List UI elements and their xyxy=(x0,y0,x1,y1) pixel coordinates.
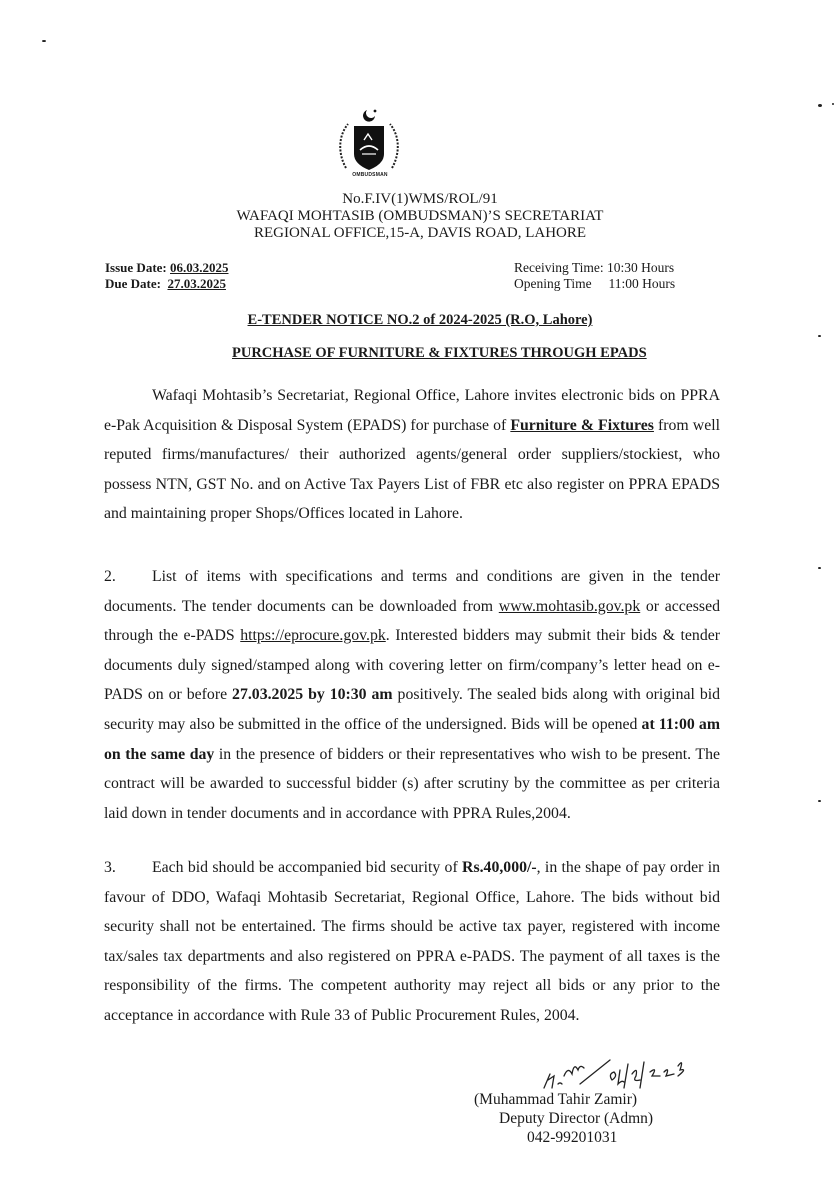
p3-text-b: , in the shape of pay order in favour of DDO, Wafaqi Mohtasib Secretariat, Regional Office, Lahore. The bids without bid security shall not be entertained. The firms should be active tax payer, registered with income tax/sales tax departments and also registered on PPRA e-PADS. The payment of all taxes is the responsibility of the firms. The competent authority may reject all bids or any prior to the acceptance in accordance with Rule 33 of Public Procurement Rules, 2004. xyxy=(104,859,720,1024)
p2-text-d: positively. The sealed bids along with original bid security may also be submitted in the office of the undersigned. Bids will be opened xyxy=(104,686,721,733)
logo-caption: OMBUDSMAN xyxy=(352,172,388,178)
scan-speck xyxy=(818,104,822,107)
file-number: No.F.IV(1)WMS/ROL/91 xyxy=(342,191,498,207)
p1-item-name: Furniture & Fixtures xyxy=(510,416,654,434)
ombudsman-emblem-icon xyxy=(334,106,404,176)
mohtasib-website-link[interactable]: www.mohtasib.gov.pk xyxy=(498,597,641,615)
notice-title: E-TENDER NOTICE NO.2 of 2024-2025 (R.O, Lahore) xyxy=(247,312,593,328)
p2-text-a: List of items with specifications and terms and conditions are given in the tender documents. The tender documents can be downloaded from xyxy=(104,568,720,615)
due-date: 27.03.2025 xyxy=(167,276,226,291)
p3-number: 3. xyxy=(104,859,116,876)
p2-number: 2. xyxy=(104,568,116,585)
signatory-designation: Deputy Director (Admn) xyxy=(499,1110,654,1127)
times-block xyxy=(514,260,675,292)
notice-subtitle: PURCHASE OF FURNITURE & FIXTURES THROUGH EPADS xyxy=(232,345,647,361)
due-date-row xyxy=(105,276,229,292)
issue-date-label: Issue Date: xyxy=(105,260,170,275)
p2-text-c: . Interested bidders may submit their bids & tender documents duly signed/stamped along with covering letter on firm/company’s letter head on e-PADS on or before xyxy=(104,627,720,704)
opening-time: Opening Time 11:00 Hours xyxy=(514,276,676,291)
signatory-phone: 042-99201031 xyxy=(527,1129,618,1146)
organization-name: WAFAQI MOHTASIB (OMBUDSMAN)’S SECRETARIAT xyxy=(236,208,604,224)
p1-text-a: Wafaqi Mohtasib’s Secretariat, Regional Office, Lahore invites electronic bids on PPRA e-Pak Acquisition & Disposal System (EPADS) for purchase of xyxy=(104,387,720,434)
dates-block xyxy=(105,260,229,292)
p2-text-b: or accessed through the e-PADS xyxy=(104,597,720,645)
signatory-name: (Muhammad Tahir Zamir) xyxy=(474,1091,638,1108)
paragraph-2 xyxy=(104,562,720,828)
issue-date: 06.03.2025 xyxy=(170,260,229,275)
due-date-label: Due Date: xyxy=(105,276,165,291)
p1-text-b: from well reputed firms/manufactures/ their authorized agents/general order suppliers/stockiest, who possess NTN, GST No. and on Active Tax Payers List of FBR etc also register on PPRA EPADS and maintaining proper Shops/Offices located in Lahore. xyxy=(104,416,720,523)
issue-date-row xyxy=(105,260,229,276)
office-address: REGIONAL OFFICE,15-A, DAVIS ROAD, LAHORE xyxy=(253,225,587,241)
scan-speck xyxy=(818,800,821,802)
scan-speck xyxy=(818,335,821,337)
p3-text-a: Each bid should be accompanied bid security of xyxy=(152,859,463,876)
p3-bid-security: Rs.40,000/- xyxy=(462,859,537,876)
p2-text-e: in the presence of bidders or their representatives who wish to be present. The contract will be awarded to successful bidder (s) after scrutiny by the committee as per criteria laid down in tender documents and in accordance with PPRA Rules,2004. xyxy=(104,745,720,822)
handwritten-signature xyxy=(540,1044,720,1094)
p2-opening-time: at 11:00 am on the same day xyxy=(104,715,720,763)
receiving-time: Receiving Time: 10:30 Hours xyxy=(514,260,675,275)
paragraph-3 xyxy=(104,853,720,1031)
p2-deadline: 27.03.2025 by 10:30 am xyxy=(232,686,393,704)
paragraph-1 xyxy=(104,381,720,529)
scan-speck xyxy=(42,40,46,42)
scan-speck xyxy=(818,567,821,569)
scan-speck xyxy=(832,103,834,105)
eprocure-website-link[interactable]: https://eprocure.gov.pk xyxy=(240,627,386,645)
